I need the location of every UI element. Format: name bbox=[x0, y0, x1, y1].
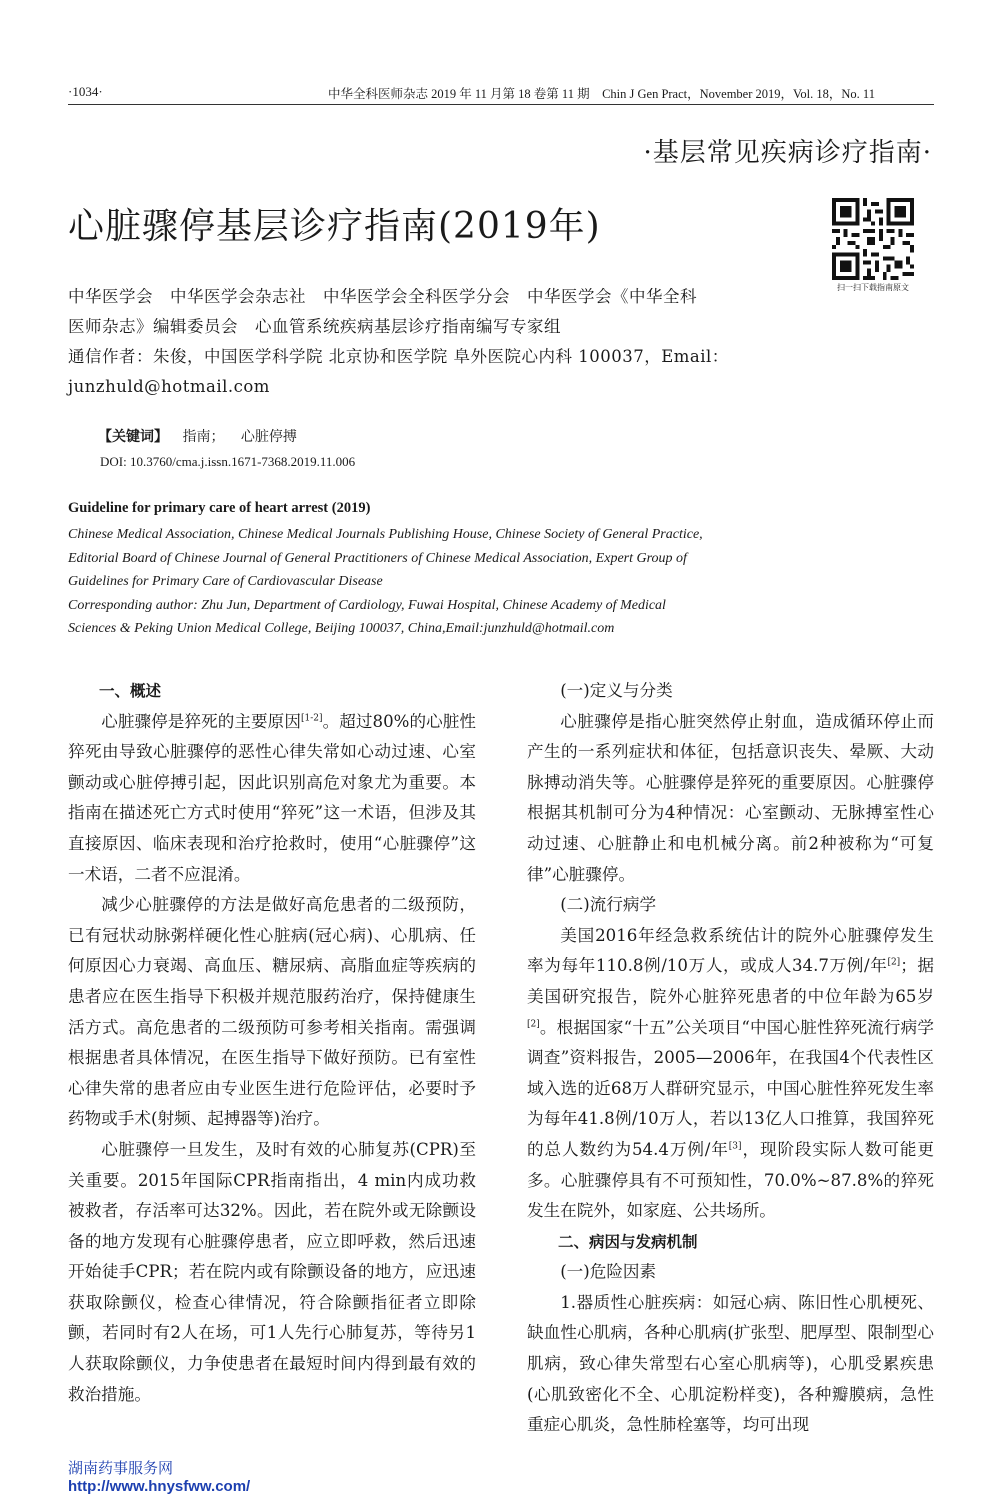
header-rule bbox=[68, 104, 934, 105]
paragraph: 减少心脏骤停的方法是做好高危患者的二级预防，已有冠状动脉粥样硬化性心脏病(冠心病)、心肌病、任何原因心力衰竭、高血压、糖尿病、高脂血症等疾病的患者应在医生指导下积极并规范服药治疗，保持健康生活方式。高危患者的二级预防可参考相关指南。需强调根据患者具体情况，在医生指导下做好预防。已有室性心律失常的患者应由专业医生进行危险评估，必要时予药物或手术(射频、起搏器等)治疗。 bbox=[68, 895, 476, 1129]
english-line: Chinese Medical Association, Chinese Medical Journals Publishing House, Chinese Society of General Practice, bbox=[68, 527, 703, 542]
corresponding-email[interactable]: junzhuld@hotmail.com bbox=[68, 377, 270, 396]
citation[interactable]: [3] bbox=[728, 1141, 742, 1152]
paragraph: 心脏骤停一旦发生，及时有效的心肺复苏(CPR)至关重要。2015年国际CPR指南指出，4 min内成功救被救者，存活率可达32%。因此，若在院外或无除颤设备的地方发现有心脏骤停患者，应立即呼救，然后迅速开始徒手CPR；若在院内或有除颤设备的地方，应迅速获取除颤仪，检查心律情况，符合除颤指征者立即除颤，若同时有2人在场，可1人先行心肺复苏，等待另1人获取除颤仪，力争使患者在最短时间内得到最有效的救治措施。 bbox=[68, 1139, 476, 1404]
text: 美国2016年经急救系统估计的院外心脏骤停发生率为每年110.8例/10万人，或成人34.7万例/年 bbox=[527, 925, 934, 976]
subsection-heading: (一)定义与分类 bbox=[560, 681, 673, 700]
subsection-heading: (二)流行病学 bbox=[560, 895, 657, 915]
english-title: Guideline for primary care of heart arrest (2019) bbox=[68, 500, 371, 516]
authors-line: 中华医学会 中华医学会杂志社 中华医学会全科医学分会 中华医学会《中华全科 bbox=[68, 287, 697, 306]
column-title: ·基层常见疾病诊疗指南· bbox=[643, 138, 932, 168]
english-line: Editorial Board of Chinese Journal of General Practitioners of Chinese Medical Association, Expert Group of bbox=[68, 550, 687, 566]
footer-site-name: 湖南药事服务网 bbox=[68, 1459, 174, 1477]
subsection-heading: (一)危险因素 bbox=[560, 1262, 657, 1282]
text: ，现阶段实际人数可能更多。心脏骤停具有不可预知性，70.0%~87.8%的猝死发生在院外，如家庭、公共场所。 bbox=[527, 1139, 934, 1221]
body-column-left bbox=[68, 676, 476, 1410]
running-header: 中华全科医师杂志 2019 年 11 月第 18 卷第 11 期 Chin J Gen Pract，November 2019，Vol. 18，No. 11 bbox=[328, 87, 875, 101]
body-column-right bbox=[527, 676, 934, 1441]
paragraph: 心脏骤停是指心脏突然停止射血，造成循环停止而产生的一系列症状和体征，包括意识丧失、晕厥、大动脉搏动消失等。心脏骤停是猝死的重要原因。心脏骤停根据其机制可分为4种情况：心室颤动、无脉搏室性心动过速、心脏静止和电机械分离。前2种被称为“可复律”心脏骤停。 bbox=[527, 711, 934, 884]
citation[interactable]: [2] bbox=[527, 1019, 540, 1029]
section-heading: 二、病因与发病机制 bbox=[558, 1232, 698, 1251]
page-number: ·1034· bbox=[68, 84, 103, 99]
keyword: 指南； bbox=[182, 429, 225, 445]
qr-code-icon[interactable] bbox=[832, 198, 914, 280]
english-line: Guidelines for Primary Care of Cardiovascular Disease bbox=[68, 574, 383, 589]
doi[interactable]: DOI: 10.3760/cma.j.issn.1671-7368.2019.11.006 bbox=[100, 454, 356, 469]
paragraph bbox=[68, 707, 476, 891]
qr-caption: 扫一扫下载指南原文 bbox=[837, 283, 909, 292]
paragraph: 1.器质性心脏疾病：如冠心病、陈旧性心肌梗死、缺血性心肌病，各种心肌病(扩张型、肥厚型、限制型心肌病，致心律失常型右心室心肌病等)，心肌受累疾患(心肌致密化不全、心肌淀粉样变)，各种瓣膜病，急性重症心肌炎，急性肺栓塞等，均可出现 bbox=[527, 1292, 934, 1435]
keywords bbox=[98, 426, 309, 446]
section-heading: 一、概述 bbox=[99, 682, 162, 700]
citation[interactable]: [2] bbox=[887, 957, 901, 968]
text: 心脏骤停是猝死的主要原因 bbox=[101, 711, 301, 731]
text: 。根据国家“十五”公关项目“中国心脏性猝死流行病学调查”资料报告，2005—2006年，在我国4个代表性区域入选的近68万人群研究显示，中国心脏性猝死发生率为每年41.8例/10万人，若以13亿人口推算，我国猝死的总人数约为54.4万例/年 bbox=[527, 1017, 934, 1159]
author-block bbox=[68, 282, 788, 402]
english-authors bbox=[68, 523, 938, 641]
article-title: 心脏骤停基层诊疗指南(2019年) bbox=[68, 206, 601, 247]
keyword: 心脏停搏 bbox=[240, 429, 297, 445]
keywords-label: 【关键词】 bbox=[98, 429, 168, 445]
citation[interactable]: [1-2] bbox=[301, 713, 323, 724]
corresponding-line: 通信作者：朱俊，中国医学科学院 北京协和医学院 阜外医院心内科 100037，Email： bbox=[68, 347, 729, 366]
authors-line: 医师杂志》编辑委员会 心血管系统疾病基层诊疗指南编写专家组 bbox=[68, 317, 561, 336]
footer-site-link[interactable]: http://www.hnysfww.com/ bbox=[68, 1478, 251, 1495]
text: ；据美国研究报告，院外心脏猝死患者的中位年龄为65岁 bbox=[527, 956, 935, 1006]
english-line: Sciences & Peking Union Medical College, Beijing 100037, China,Email:junzhuld@hotmail.com bbox=[68, 621, 615, 636]
text: 。超过80%的心脏性猝死由导致心脏骤停的恶性心律失常如心动过速、心室颤动或心脏停搏引起，因此识别高危对象尤为重要。本指南在描述死亡方式时使用“猝死”这一术语，但涉及其直接原因、临床表现和治疗抢救时，使用“心脏骤停”这一术语，二者不应混淆。 bbox=[68, 711, 477, 884]
english-line: Corresponding author: Zhu Jun, Department of Cardiology, Fuwai Hospital, Chinese Academy of Medical bbox=[68, 597, 666, 613]
paragraph bbox=[527, 921, 934, 1227]
